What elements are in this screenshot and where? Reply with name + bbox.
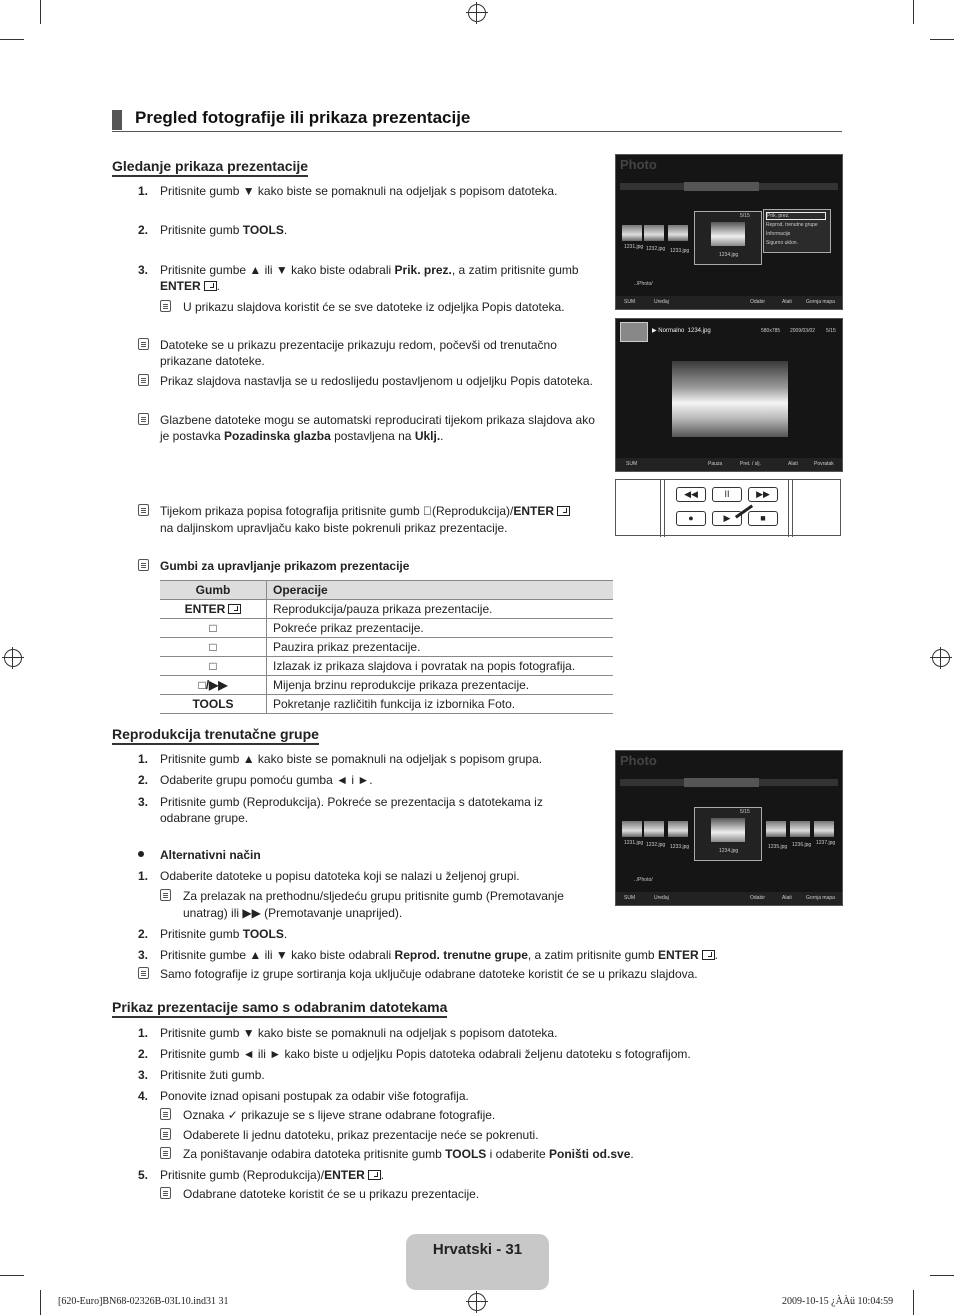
slide-counter: 5/15 [826, 328, 836, 334]
menu-item-safe-remove[interactable]: Sigurno uklon. [766, 240, 798, 246]
page-number: Hrvatski - 31 [432, 1241, 523, 1258]
photo-group-screenshot [615, 750, 843, 906]
note-icon [160, 1147, 171, 1159]
photo-app-icon [620, 322, 648, 342]
crop-mark [913, 1290, 914, 1315]
note-text: Samo fotografije iz grupe sortiranja koja uključuje odabrane datoteke koristit će se u prikazu slajdova. [160, 967, 698, 981]
note-text: Tijekom prikaza popisa fotografija pritisnite gumb  (Reprodukcija)/ENTER [160, 503, 570, 519]
fast-forward-button-icon: ▶▶ [748, 487, 778, 502]
crop-mark [930, 1275, 954, 1276]
screen-title: Photo [620, 753, 657, 768]
selected-photo [711, 222, 745, 246]
table-cell [160, 657, 267, 676]
step-number: 2. [138, 927, 149, 941]
note-icon [138, 967, 149, 979]
screen-footer-bar [616, 296, 842, 309]
table-cell: Mijenja brzinu reprodukcije prikaza prezentacije. [267, 676, 614, 695]
group-selected [684, 778, 759, 787]
table-cell: Reprodukcija/pauza prikaza prezentacije. [267, 600, 614, 619]
enter-icon [228, 604, 241, 614]
step-text: Pritisnite gumb (Reprodukcija). Pokreće se prezentacija s datotekama iz [160, 795, 543, 809]
step-text: Pritisnite gumb TOOLS. [160, 927, 288, 941]
photo-thumbnail [668, 225, 688, 241]
step-number: 3. [138, 948, 149, 962]
sum-label: SUM [624, 299, 636, 305]
checkmark-icon: ✓ [227, 1108, 238, 1122]
table-cell: □/▶▶ [160, 676, 267, 695]
photo-thumbnail [814, 821, 834, 837]
device-label: Uređaj [654, 895, 669, 901]
hint-parent-folder: Gornja mapa [806, 895, 835, 901]
photo-thumbnail [790, 821, 810, 837]
tools-menu[interactable] [763, 209, 831, 253]
table-header: Operacije [267, 581, 614, 600]
step-text: Pritisnite gumb ▼ kako biste se pomaknuli na odjeljak s popisom datoteka. [160, 1026, 558, 1040]
bullet-icon [138, 851, 144, 857]
step-number: 1. [138, 869, 149, 883]
slideshow-screenshot [615, 318, 843, 472]
hint-parent-folder: Gornja mapa [806, 299, 835, 305]
photo-counter: 5/15 [740, 213, 750, 219]
sum-label: SUM [624, 895, 636, 901]
menu-item-slideshow[interactable]: Prik. prez. [766, 212, 826, 220]
table-cell: ENTER [160, 600, 267, 619]
photo-filename: 1233.jpg [670, 248, 690, 254]
note-icon [160, 889, 171, 901]
step-number: 3. [138, 263, 149, 277]
photo-filename: 1232.jpg [646, 246, 666, 252]
slide-resolution: 580x785 [761, 328, 781, 334]
crop-mark [40, 0, 41, 24]
device-label: Uređaj [654, 299, 669, 305]
hint-select: Odabir [750, 895, 766, 901]
screen-footer-bar [616, 892, 842, 905]
hint-select: Odabir [750, 299, 766, 305]
table-cell: Pokretanje različitih funkcija iz izbornika Foto. [267, 695, 614, 714]
enter-icon [368, 1170, 381, 1180]
note-icon [160, 1128, 171, 1140]
section-title-current-group: Reprodukcija trenutačne grupe [112, 726, 319, 745]
step-text: Pritisnite gumb ▲ kako biste se pomaknuli na odjeljak s popisom grupa. [160, 752, 543, 766]
step-number: 1. [138, 1026, 149, 1040]
crop-mark [40, 1290, 41, 1315]
step-text: Pritisnite gumbe ▲ ili ▼ kako biste odabrali Prik. prez., a zatim pritisnite gumb [160, 263, 579, 277]
folder-path: ../Photo/ [634, 281, 653, 287]
step-text: ENTER . [160, 279, 221, 293]
step-number: 2. [138, 223, 149, 237]
table-row [160, 695, 613, 714]
note-text: Prikaz slajdova nastavlja se u redoslijedu postavljenom u odjeljku Popis datoteka. [160, 374, 593, 388]
group-selected [684, 182, 759, 191]
crop-mark [0, 39, 24, 40]
note-text: Glazbene datoteke mogu se automatski reproducirati tijekom prikaza slajdova ako [160, 413, 595, 427]
registration-mark-icon [932, 649, 950, 667]
step-text: odabrane grupe. [160, 811, 249, 825]
print-slug-file: [620-Euro]BN68-02326B-03L10.ind31 31 [58, 1296, 229, 1307]
slide-info: ▶ Normalno 1234.jpg [652, 328, 711, 334]
note-text: Za prelazak na prethodnu/sljedeću grupu pritisnite gumb (Premotavanje [183, 889, 564, 903]
controls-table [160, 580, 613, 714]
photo-thumbnail [622, 225, 642, 241]
table-cell: Pokreće prikaz prezentacije. [267, 619, 614, 638]
subheading-alternative: Alternativni način [160, 848, 261, 862]
hint-pause: Pauza [708, 461, 723, 467]
table-cell: Izlazak iz prikaza slajdova i povratak na popis fotografija. [267, 657, 614, 676]
hint-tools: Alati [782, 299, 792, 305]
section-title-slideshow: Gledanje prikaza prezentacije [112, 158, 308, 177]
step-number: 1. [138, 184, 149, 198]
table-caption: Gumbi za upravljanje prikazom prezentacije [160, 559, 410, 573]
step-text: Pritisnite gumb ◄ ili ► kako biste u odjeljku Popis datoteka odabrali željenu datoteku s fotografijom. [160, 1047, 691, 1061]
table-cell: TOOLS [160, 695, 267, 714]
note-text: Oznaka ✓ prikazuje se s lijeve strane odabrane fotografije. [183, 1108, 496, 1122]
photo-filename: 1231.jpg [624, 244, 644, 250]
step-text: Pritisnite gumb (Reprodukcija)/ENTER . [160, 1168, 385, 1182]
menu-item-play-group[interactable]: Reprod. trenutne grupe [766, 222, 818, 228]
rewind-button-icon: ◀◀ [676, 487, 706, 502]
note-text: Datoteke se u prikazu prezentacije prikazuju redom, počevši od trenutačno [160, 338, 557, 352]
step-number: 2. [138, 1047, 149, 1061]
remote-control-illustration [615, 479, 841, 536]
record-button-icon: ● [676, 511, 706, 526]
table-header: Gumb [160, 581, 267, 600]
folder-path: ../Photo/ [634, 877, 653, 883]
rewind-button-icon: □ [198, 678, 206, 692]
note-icon [138, 338, 149, 350]
photo-filename: 1233.jpg [670, 844, 690, 850]
table-row [160, 657, 613, 676]
slideshow-footer-bar [616, 458, 842, 471]
photo-thumbnail [644, 225, 664, 241]
screen-title: Photo [620, 157, 657, 172]
photo-filename: 1235.jpg [768, 844, 788, 850]
note-icon [160, 300, 171, 312]
step-text: Pritisnite gumbe ▲ ili ▼ kako biste odabrali Reprod. trenutne grupe, a zatim pritisnite gumb ENTER . [160, 948, 718, 962]
pause-button-icon: II [712, 487, 742, 502]
pause-button-icon: □ [209, 640, 217, 654]
table-row [160, 638, 613, 657]
step-text: Pritisnite žuti gumb. [160, 1068, 265, 1082]
registration-mark-icon [468, 4, 486, 22]
print-slug-date: 2009-10-15 ¿ÀÀü 10:04:59 [782, 1296, 894, 1307]
registration-mark-icon [468, 1293, 486, 1311]
section-title-selected-files: Prikaz prezentacije samo s odabranim datotekama [112, 999, 447, 1018]
step-text: Ponovite iznad opisani postupak za odabir više fotografija. [160, 1089, 469, 1103]
photo-filename: 1234.jpg [719, 252, 739, 258]
heading-rule [112, 131, 842, 132]
note-icon [160, 1187, 171, 1199]
heading-marker [112, 110, 122, 130]
photo-counter: 5/15 [740, 809, 750, 815]
note-text: je postavka Pozadinska glazba postavljena na Uklj.. [160, 429, 444, 443]
enter-icon [702, 950, 715, 960]
step-text: Odaberite datoteke u popisu datoteka koji se nalazi u željenoj grupi. [160, 869, 520, 883]
photo-filename: 1232.jpg [646, 842, 666, 848]
crop-mark [913, 0, 914, 24]
photo-thumbnail [668, 821, 688, 837]
note-text: Odaberete li jednu datoteku, prikaz prezentacije neće se pokrenuti. [183, 1128, 539, 1142]
note-text: U prikazu slajdova koristit će se sve datoteke iz odjeljka Popis datoteka. [183, 300, 565, 314]
note-icon [138, 559, 149, 571]
table-header-row [160, 581, 613, 600]
slide-date: 2009/03/02 [790, 328, 816, 334]
note-icon [138, 374, 149, 386]
menu-item-info[interactable]: Informacije [766, 231, 791, 237]
photo-filename: 1231.jpg [624, 840, 644, 846]
photo-filename: 1234.jpg [719, 848, 739, 854]
selected-photo [711, 818, 745, 842]
photo-thumbnail [766, 821, 786, 837]
step-number: 4. [138, 1089, 149, 1103]
enter-icon [557, 506, 570, 516]
registration-mark-icon [4, 649, 22, 667]
hint-return: Povratak [814, 461, 834, 467]
selected-photo-frame [694, 211, 762, 265]
step-text: Pritisnite gumb TOOLS. [160, 223, 288, 237]
table-cell [160, 619, 267, 638]
note-text: Za poništavanje odabira datoteka pritisnite gumb TOOLS i odaberite Poništi od.sve. [183, 1147, 634, 1161]
note-text: Odabrane datoteke koristit će se u prikazu prezentacije. [183, 1187, 480, 1201]
step-text: Odaberite grupu pomoću gumba ◄ i ►. [160, 773, 373, 787]
step-text: Pritisnite gumb ▼ kako biste se pomaknuli na odjeljak s popisom datoteka. [160, 184, 558, 198]
stop-button-icon: □ [209, 659, 217, 673]
step-number: 3. [138, 1068, 149, 1082]
table-cell: Pauzira prikaz prezentacije. [267, 638, 614, 657]
table-row [160, 600, 613, 619]
slideshow-photo [672, 361, 788, 437]
step-number: 5. [138, 1168, 149, 1182]
stop-button-icon: ■ [748, 511, 778, 526]
play-button-icon: ▶ [712, 511, 742, 526]
crop-mark [0, 1275, 24, 1276]
note-text: na daljinskom upravljaču kako biste pokrenuli prikaz prezentacije. [160, 521, 508, 535]
table-cell [160, 638, 267, 657]
note-text: prikazane datoteke. [160, 354, 265, 368]
remote-note-icon [138, 504, 149, 516]
photo-filename: 1237.jpg [816, 840, 836, 846]
selected-photo-frame [694, 807, 762, 861]
hint-tools: Alati [782, 895, 792, 901]
hint-tools: Alati [788, 461, 798, 467]
step-number: 1. [138, 752, 149, 766]
step-number: 2. [138, 773, 149, 787]
table-row [160, 619, 613, 638]
play-button-icon: □ [209, 621, 217, 635]
photo-browser-screenshot [615, 154, 843, 310]
photo-thumbnail [644, 821, 664, 837]
photo-thumbnail [622, 821, 642, 837]
step-number: 3. [138, 795, 149, 809]
crop-mark [930, 39, 954, 40]
page-title: Pregled fotografije ili prikaza prezentacije [135, 108, 471, 127]
note-icon [138, 413, 149, 425]
enter-icon [204, 281, 217, 291]
hint-prev-next: Pret. / slj. [740, 461, 761, 467]
note-text: unatrag) ili ▶▶ (Premotavanje unaprijed). [183, 906, 403, 920]
photo-filename: 1236.jpg [792, 842, 812, 848]
table-row [160, 676, 613, 695]
note-icon [160, 1108, 171, 1120]
sum-label: SUM [626, 461, 638, 467]
